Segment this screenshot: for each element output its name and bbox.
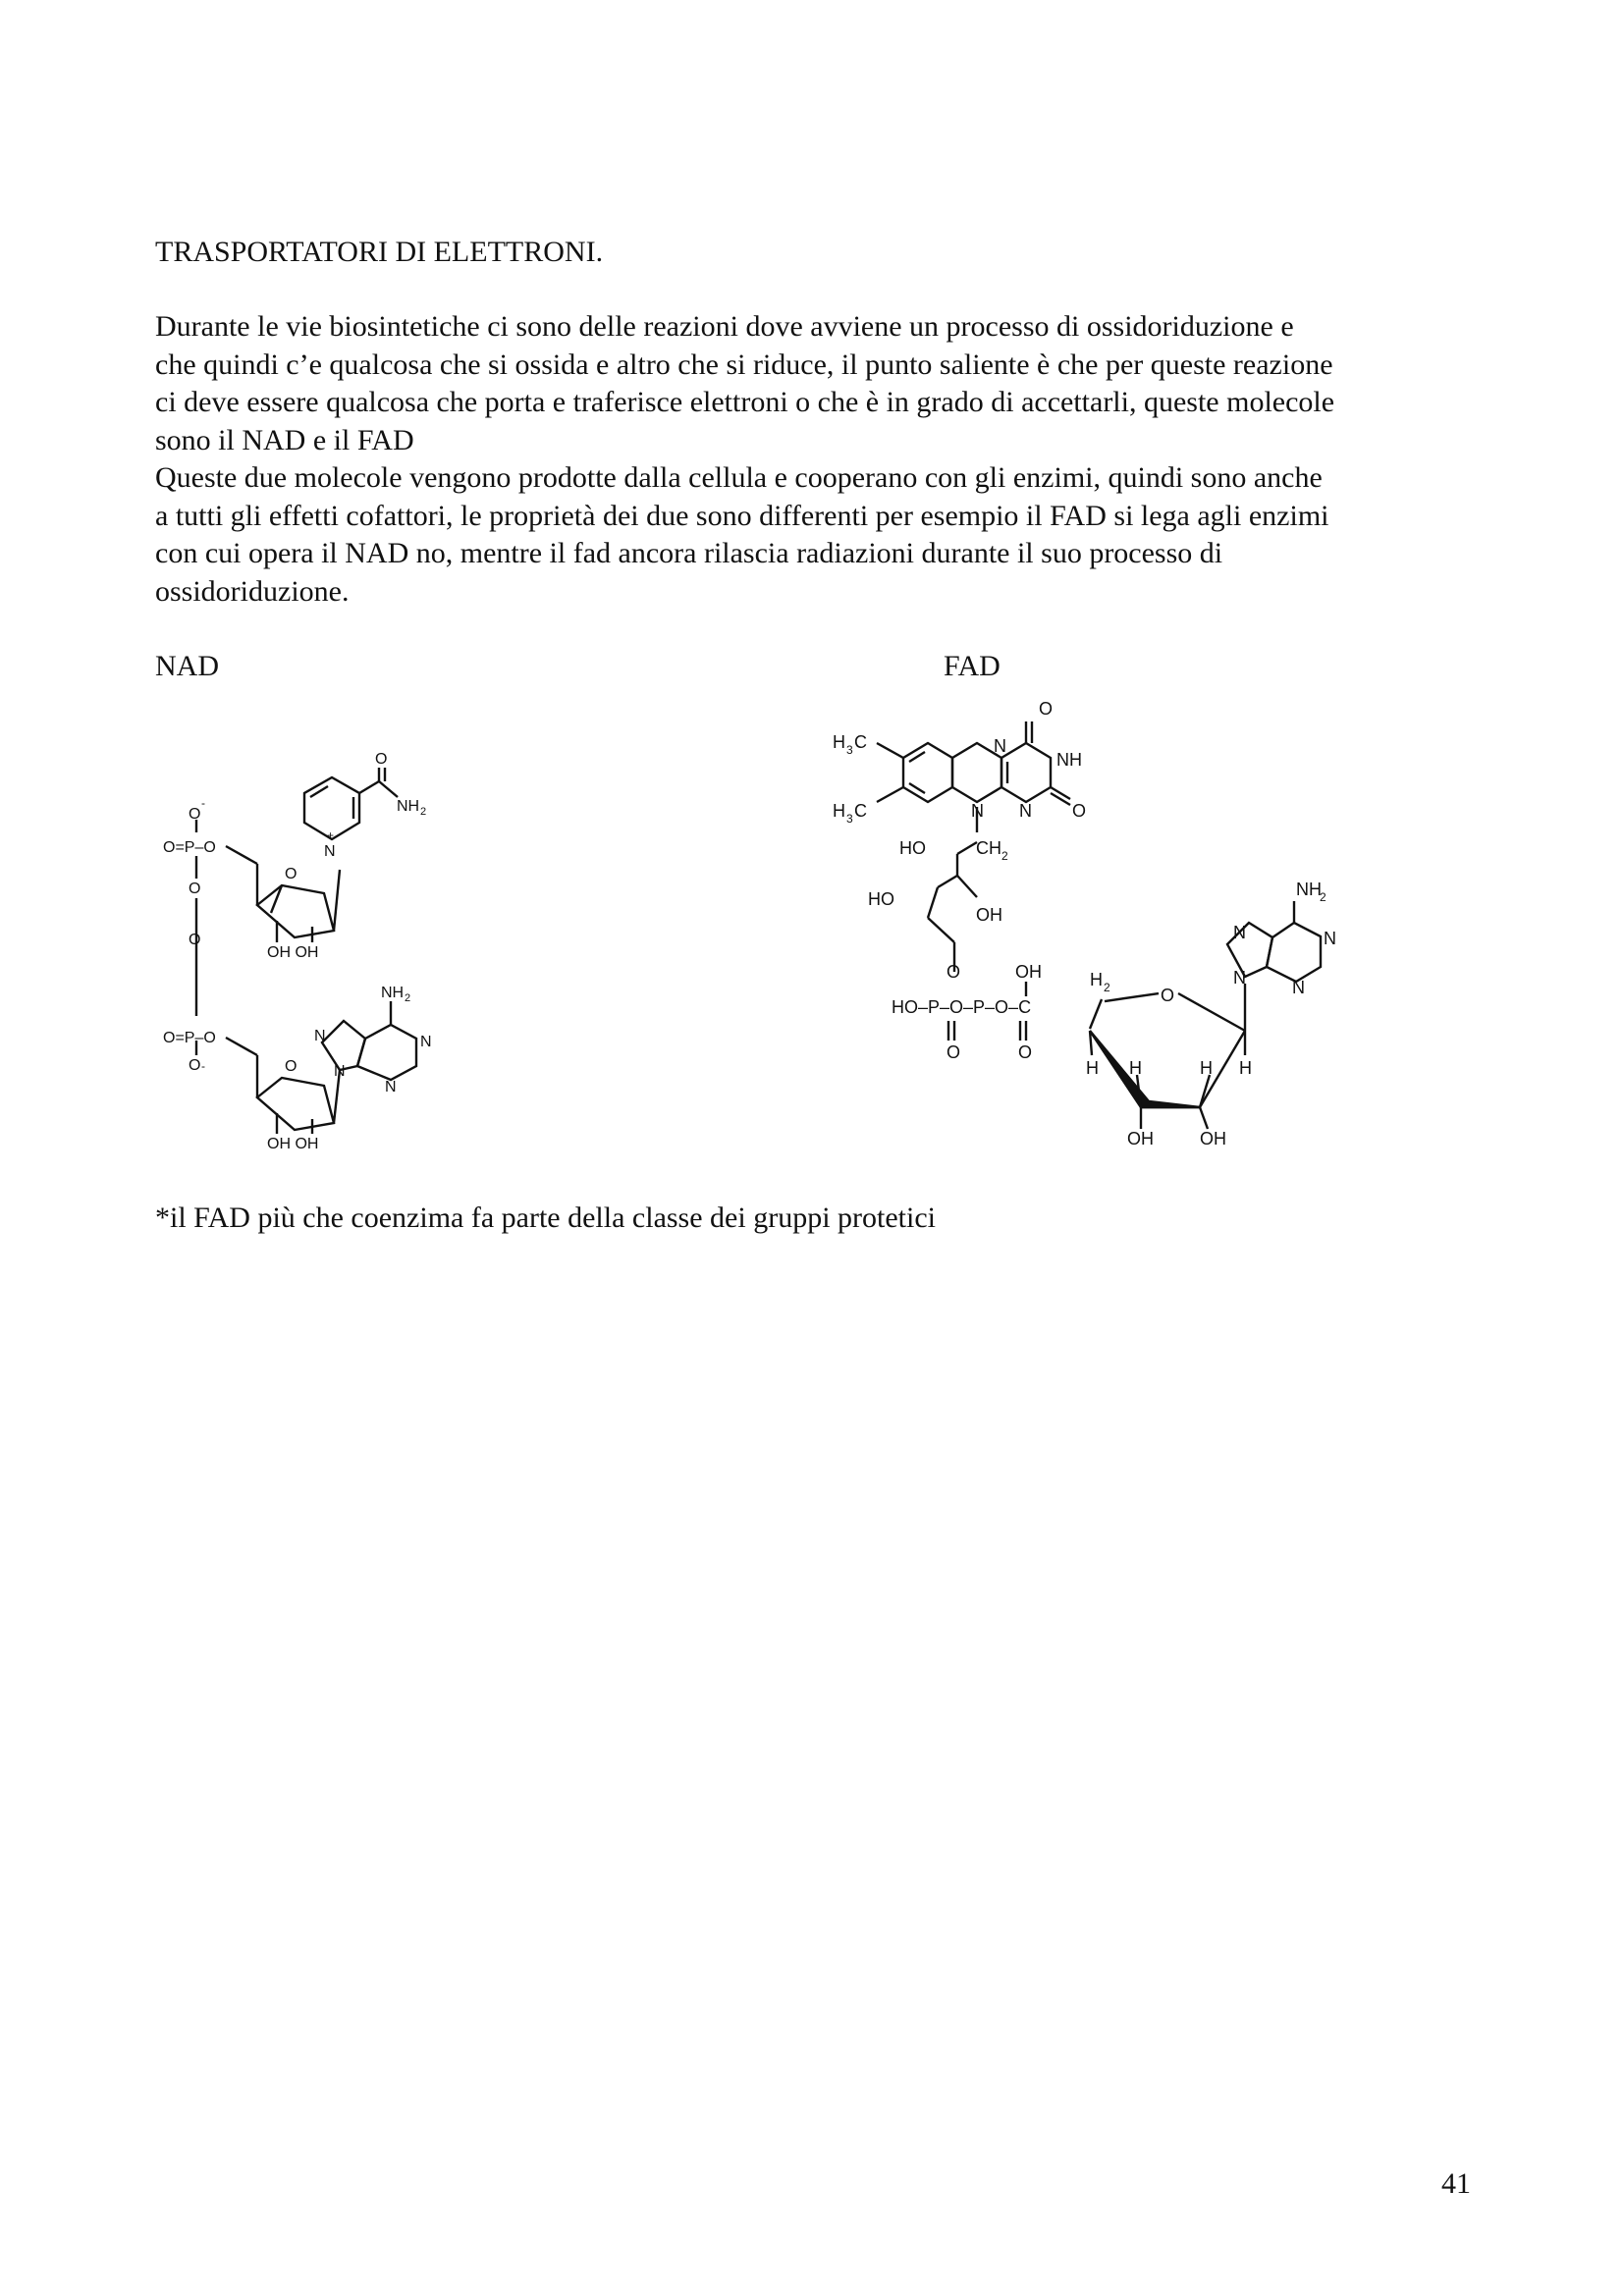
footnote: *il FAD più che coenzima fa parte della classe dei gruppi protetici xyxy=(155,1201,936,1234)
atom-label: OH xyxy=(1200,1129,1226,1148)
atom-label: O xyxy=(1018,1042,1033,1062)
atom-label: - xyxy=(201,1059,205,1073)
atom-label: O xyxy=(1039,699,1054,719)
atom-label: N xyxy=(1324,929,1336,948)
atom-label: C xyxy=(854,732,867,752)
atom-label: N xyxy=(994,736,1006,756)
atom-label: O xyxy=(285,1058,298,1075)
atom-label: HO xyxy=(868,889,894,909)
atom-label: HO–P–O–P–O–C xyxy=(892,997,1032,1017)
atom-label: + xyxy=(327,828,335,842)
fad-figure-label: FAD xyxy=(944,650,1001,682)
atom-label: O xyxy=(189,881,201,897)
paragraph-line: sono il NAD e il FAD xyxy=(155,423,414,456)
atom-label: N xyxy=(324,843,336,860)
atom-label: O xyxy=(375,751,388,768)
atom-label: OH OH xyxy=(267,944,319,961)
atom-label: H xyxy=(1200,1058,1213,1078)
atom-label: NH xyxy=(1296,880,1322,899)
atom-label: 2 xyxy=(1104,981,1110,994)
atom-label: H xyxy=(833,801,845,821)
atom-label: - xyxy=(201,796,205,810)
paragraph-line: ossidoriduzione. xyxy=(155,574,350,608)
atom-label: O xyxy=(947,1042,961,1062)
atom-label: O=P–O xyxy=(163,839,216,856)
paragraph-line: ci deve essere qualcosa che porta e traferisce elettroni o che è in grado di accettarli, queste molecole xyxy=(155,386,1335,418)
paragraph-line: Durante le vie biosintetiche ci sono delle reazioni dove avviene un processo di ossidoriduzione e xyxy=(155,310,1294,343)
paragraph-line: a tutti gli effetti cofattori, le proprietà dei due sono differenti per esempio il FAD si lega agli enzimi xyxy=(155,499,1329,532)
atom-label: N xyxy=(971,801,984,821)
atom-label: H xyxy=(1086,1058,1099,1078)
atom-label: NH xyxy=(397,798,420,815)
fad-atom-labels xyxy=(833,699,1336,1148)
atom-label: N xyxy=(314,1028,326,1044)
atom-label: OH xyxy=(976,905,1002,925)
paragraph-line: che quindi c’e qualcosa che si ossida e altro che si riduce, il punto saliente è che per queste reazione xyxy=(155,347,1333,381)
page-number: 41 xyxy=(1441,2167,1471,2200)
fad-bonds xyxy=(877,721,1321,1129)
atom-label: NH xyxy=(1056,750,1082,770)
atom-label: N xyxy=(1292,978,1305,997)
atom-label: N xyxy=(1233,968,1246,988)
paragraph-line: con cui opera il NAD no, mentre il fad ancora rilascia radiazioni durante il suo processo di xyxy=(155,537,1223,569)
atom-label: N xyxy=(1233,923,1246,942)
atom-label: H xyxy=(1090,970,1103,989)
atom-label: H xyxy=(1129,1058,1142,1078)
atom-label: H xyxy=(833,732,845,752)
atom-label: OH xyxy=(1127,1129,1154,1148)
atom-label: OH OH xyxy=(267,1136,319,1152)
atom-label: N xyxy=(334,1063,346,1080)
atom-label: O xyxy=(1072,801,1087,821)
atom-label: H xyxy=(1239,1058,1252,1078)
atom-label: C xyxy=(854,801,867,821)
atom-label: NH xyxy=(381,985,405,1001)
atom-label: O xyxy=(1161,986,1175,1005)
paragraph-line: Queste due molecole vengono prodotte dalla cellula e cooperano con gli enzimi, quindi sono anche xyxy=(155,461,1323,494)
atom-label: HO xyxy=(899,838,926,858)
atom-label: O xyxy=(189,1057,201,1074)
atom-label: O=P–O xyxy=(163,1030,216,1046)
atom-label: N xyxy=(420,1034,432,1050)
atom-label: O xyxy=(947,962,961,982)
section-title: TRASPORTATORI DI ELETTRONI. xyxy=(155,236,604,268)
atom-label: OH xyxy=(1015,962,1042,982)
atom-label: 2 xyxy=(405,992,411,1004)
nad-figure-label: NAD xyxy=(155,650,219,682)
atom-label: CH xyxy=(976,838,1001,858)
atom-label: 3 xyxy=(846,812,853,826)
atom-label: N xyxy=(385,1079,397,1095)
atom-label: 2 xyxy=(420,806,427,818)
atom-label: O xyxy=(189,932,201,948)
atom-label: O xyxy=(285,866,298,882)
atom-label: O xyxy=(189,806,201,823)
atom-label: 2 xyxy=(1001,849,1008,863)
atom-label: 3 xyxy=(846,743,853,757)
atom-label: N xyxy=(1019,801,1032,821)
atom-label: 2 xyxy=(1320,890,1326,904)
